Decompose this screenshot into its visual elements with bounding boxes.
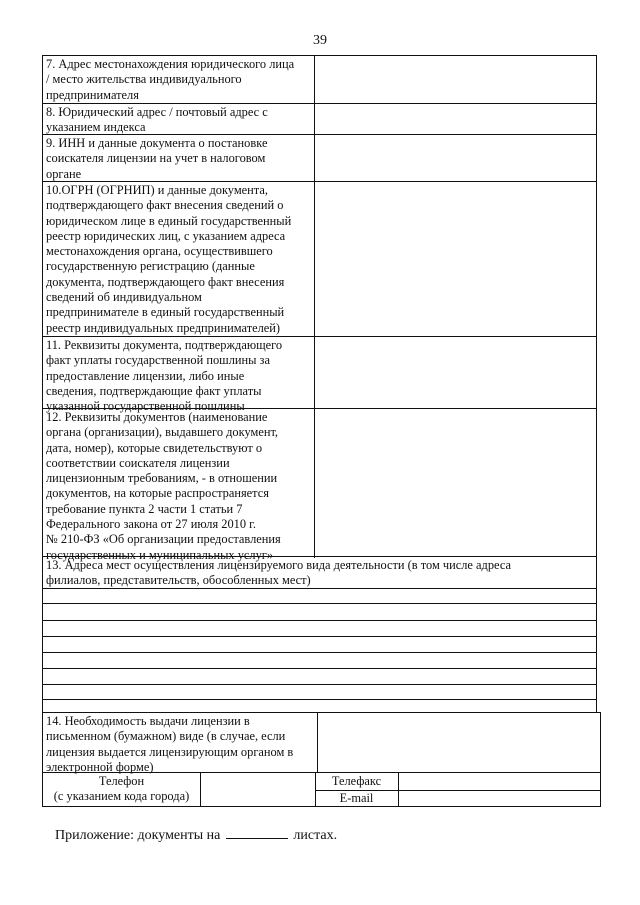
row-10 <box>43 181 596 336</box>
row-11 <box>43 336 596 414</box>
row-label: 7. Адрес местонахождения юридического лица / место жительства индивидуального предпринимателя <box>43 56 315 103</box>
address-line <box>43 636 596 637</box>
form-table <box>42 55 597 562</box>
row-label: 12. Реквизиты документов (наименование органа (организации), выдавшего документ, дата, номер), которые свидетельствуют о соответствии соискателя лицензии лицензионным требованиям, - в отношении документов, на которые распространяется требование пункта 2 части 1 статьи 7 Федерального закона от 27 июля 2010 г. № 210-ФЗ «Об организации предоставления государственных и муниципальных услуг» <box>43 409 315 558</box>
row-label: 11. Реквизиты документа, подтверждающего факт уплаты государственной пошлины за предоставление лицензии, либо иные сведения, подтверждающие факт уплаты указанной государственной пошлины <box>43 337 315 408</box>
attachment-prefix: Приложение: документы на <box>55 828 221 843</box>
email-label: E-mail <box>339 791 374 805</box>
row-14-label: 14. Необходимость выдачи лицензии в письменном (бумажном) виде (в случае, если лицензия выдается лицензирующим органом в электронной форме) <box>43 713 318 772</box>
row-9 <box>43 134 596 181</box>
attachment-suffix: листах. <box>293 828 338 843</box>
address-line <box>43 620 596 621</box>
address-line <box>43 588 596 589</box>
address-line <box>43 699 596 700</box>
row-label: 10.ОГРН (ОГРНИП) и данные документа, подтверждающего факт внесения сведений о юридическом лице в единый государственный реестр юридических лиц, с указанием адреса местонахождения органа, осуществившего государственную регистрацию (данные документа, подтверждающего факт внесения сведений об индивидуальном предпринимателе в единый государственный реестр индивидуальных предпринимателей) <box>43 182 315 336</box>
row-8 <box>43 103 596 134</box>
row-13-label: 13. Адреса мест осуществления лицензируемого вида деятельности (в том числе адреса филиалов, представительств, обособленных мест) <box>46 558 511 588</box>
row-12 <box>43 408 596 562</box>
fax-label: Телефакс <box>331 774 382 788</box>
address-line <box>43 684 596 685</box>
sheet-count-blank[interactable] <box>226 826 288 839</box>
address-line <box>43 652 596 653</box>
addresses-section <box>42 556 597 713</box>
page-number: 39 <box>313 33 327 48</box>
row-label: 9. ИНН и данные документа о постановке соискателя лицензии на учет в налоговом органе <box>43 135 315 181</box>
paper-license-row <box>42 712 601 773</box>
row-label: 8. Юридический адрес / почтовый адрес с указанием индекса <box>43 104 315 134</box>
phone-label: Телефон (с указанием кода города) <box>53 774 190 804</box>
address-line <box>43 668 596 669</box>
contacts-table <box>42 772 601 807</box>
address-line <box>43 603 596 604</box>
attachment-note <box>55 826 337 844</box>
row-7 <box>43 56 596 103</box>
